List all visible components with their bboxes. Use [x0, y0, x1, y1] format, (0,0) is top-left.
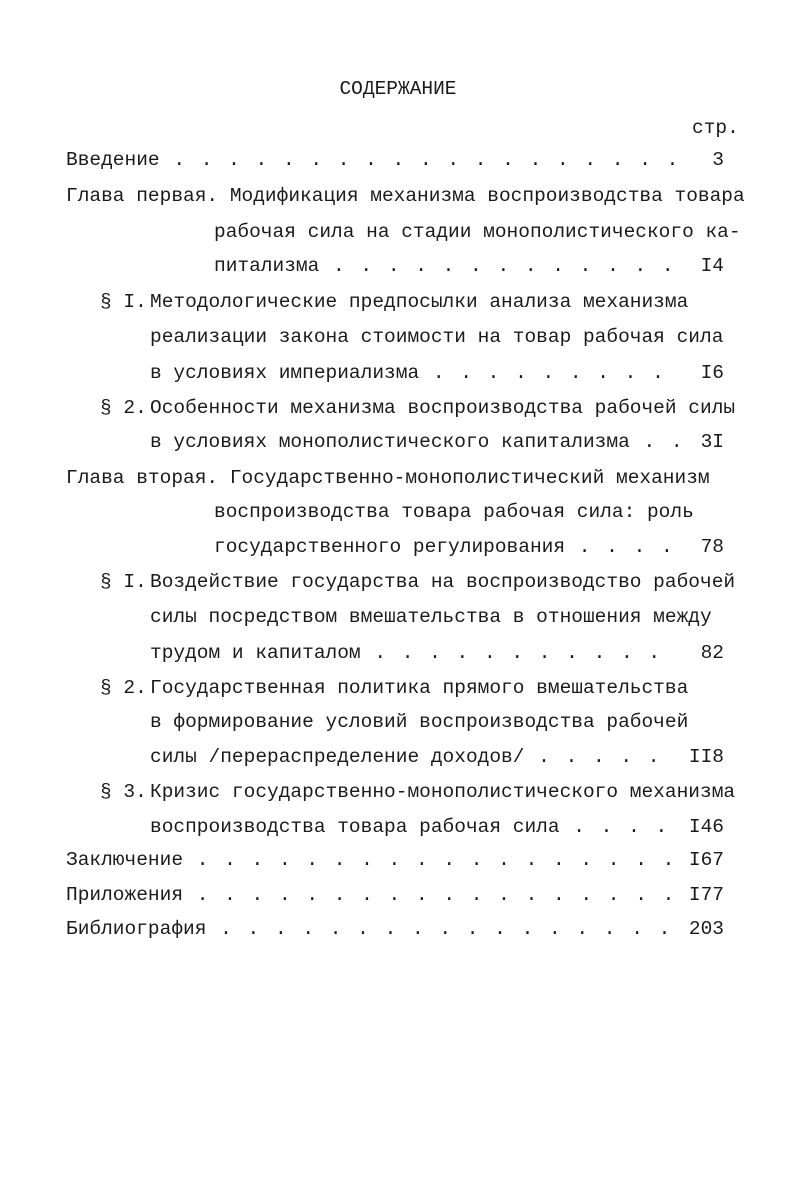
chapter-2-section-3-line-2 — [150, 815, 680, 839]
toc-entry-label: Приложения — [66, 884, 184, 906]
toc-entry-label: Введение — [66, 149, 160, 171]
toc-entry-label: Библиография — [66, 918, 207, 940]
toc-entry-appendix[interactable] — [66, 883, 680, 907]
toc-entry-label: государственного регулирования — [214, 536, 566, 558]
toc-entry-conclusion[interactable] — [66, 848, 680, 872]
chapter-2-section-1-line-2: силы посредством вмешательства в отношения между — [150, 606, 712, 628]
toc-page-number: 3I — [700, 431, 724, 453]
toc-entry-label: в условиях империализма — [150, 362, 420, 384]
chapter-2-section-2-line-1[interactable]: Государственная политика прямого вмешательства — [150, 677, 689, 699]
leader-dots — [565, 535, 680, 559]
chapter-2-section-2-line-2: в формирование условий воспроизводства рабочей — [150, 711, 689, 733]
toc-page-number: I77 — [688, 884, 724, 906]
leader-dots — [524, 745, 680, 769]
leader-dots — [206, 917, 680, 941]
chapter-1-line-3 — [214, 254, 680, 278]
toc-entry-label: в условиях монополистического капитализма — [150, 431, 630, 453]
leader-dots — [419, 361, 680, 385]
chapter-2-line-3 — [214, 535, 680, 559]
toc-page-number: I46 — [688, 816, 724, 838]
page-title: СОДЕРЖАНИЕ — [339, 78, 457, 100]
chapter-1-section-2-line-1[interactable]: Особенности механизма воспроизводства рабочей силы — [150, 397, 736, 419]
toc-page-number: 3 — [712, 149, 724, 171]
toc-entry-label: Заключение — [66, 849, 184, 871]
toc-entry-label: воспроизводства товара рабочая сила — [150, 816, 560, 838]
leader-dots — [319, 254, 680, 278]
section-mark: § 2. — [100, 397, 147, 419]
section-mark: § 2. — [100, 677, 147, 699]
toc-page-number: 203 — [688, 918, 724, 940]
chapter-1-section-1-line-1[interactable]: Методологические предпосылки анализа механизма — [150, 291, 689, 313]
toc-entry-label: силы /перераспределение доходов/ — [150, 746, 525, 768]
chapter-1-line-1[interactable]: Глава первая. Модификация механизма воспроизводства товара — [66, 185, 745, 207]
section-mark: § 3. — [100, 781, 147, 803]
section-mark: § I. — [100, 291, 147, 313]
chapter-2-line-2: воспроизводства товара рабочая сила: роль — [214, 501, 694, 523]
toc-page-number: 78 — [700, 536, 724, 558]
toc-entry-bibliography[interactable] — [66, 917, 680, 941]
chapter-2-section-3-line-1[interactable]: Кризис государственно-монополистического механизма — [150, 781, 736, 803]
chapter-1-line-2: рабочая сила на стадии монополистического ка- — [214, 221, 741, 243]
leader-dots — [361, 641, 680, 665]
section-mark: § I. — [100, 571, 147, 593]
leader-dots — [183, 848, 680, 872]
chapter-1-section-1-line-3 — [150, 361, 680, 385]
toc-page-number: I6 — [700, 362, 724, 384]
toc-entry-label: трудом и капиталом — [150, 642, 361, 664]
leader-dots — [630, 430, 680, 454]
toc-page-number: 82 — [700, 642, 724, 664]
chapter-2-section-2-line-3 — [150, 745, 680, 769]
chapter-2-line-1[interactable]: Глава вторая. Государственно-монополистический механизм — [66, 467, 710, 489]
leader-dots — [160, 148, 680, 172]
leader-dots — [183, 883, 680, 907]
toc-page-number: I4 — [700, 255, 724, 277]
toc-entry-introduction[interactable] — [66, 148, 680, 172]
leader-dots — [560, 815, 680, 839]
toc-page-number: II8 — [688, 746, 724, 768]
chapter-2-section-1-line-1[interactable]: Воздействие государства на воспроизводство рабочей — [150, 571, 736, 593]
toc-page-number: I67 — [688, 849, 724, 871]
pages-column-label: стр. — [692, 117, 739, 139]
toc-entry-label: питализма — [214, 255, 320, 277]
chapter-1-section-1-line-2: реализации закона стоимости на товар рабочая сила — [150, 326, 724, 348]
chapter-1-section-2-line-2 — [150, 430, 680, 454]
chapter-2-section-1-line-3 — [150, 641, 680, 665]
